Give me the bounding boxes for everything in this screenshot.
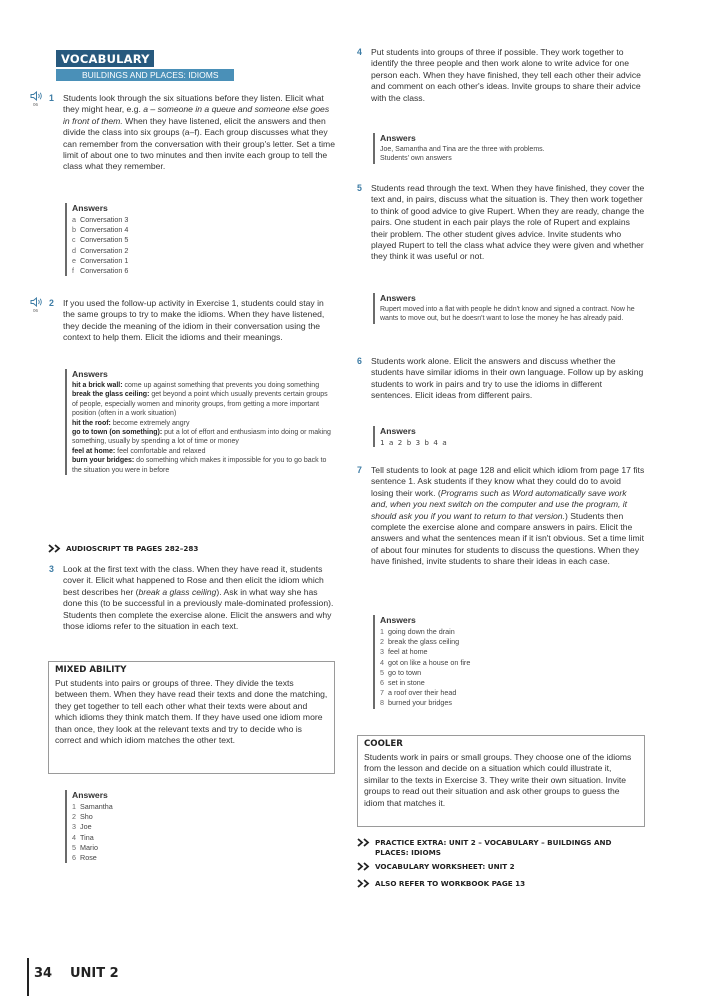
mixed-ability-text: Put students into pairs or groups of three. They divide the texts between them. When they have read their texts and done the matching, they get together to tell each other what their texts were about and which idioms they think match them. If they have used one idiom more than once, they look at the relevant texts and try to decide who is correct and which idiom matches the other text. xyxy=(55,678,328,746)
answer-key: 5 xyxy=(380,667,384,677)
answer-value: break the glass ceiling xyxy=(388,637,460,647)
answers-title: Answers xyxy=(72,369,108,379)
idiom-term: hit the roof: xyxy=(72,419,111,427)
double-chevron-icon xyxy=(48,544,62,553)
answer-item xyxy=(72,833,215,843)
answers-title: Answers xyxy=(380,133,416,143)
double-chevron-icon xyxy=(357,862,371,871)
answers-title: Answers xyxy=(380,293,416,303)
answers-list xyxy=(72,215,215,276)
answers-title: Answers xyxy=(72,203,108,213)
resource-link-label: VOCABULARY WORKSHEET: UNIT 2 xyxy=(375,862,515,871)
answer-item xyxy=(72,256,215,266)
answer-value: Conversation 4 xyxy=(80,225,129,235)
answers-list xyxy=(380,627,533,709)
answer-key: c xyxy=(72,235,76,245)
answer-item xyxy=(72,215,215,225)
answer-value: a roof over their head xyxy=(388,688,457,698)
answers-box-4 xyxy=(373,133,643,164)
exercise-number: 7 xyxy=(357,465,362,475)
mixed-ability-box xyxy=(48,661,335,774)
answer-item xyxy=(380,698,533,708)
answer-value: Sho xyxy=(80,812,93,822)
answers-title: Answers xyxy=(380,426,416,436)
answer-value: Conversation 1 xyxy=(80,255,129,265)
answer-key: 2 xyxy=(380,637,384,647)
section-header xyxy=(56,50,234,81)
exercise-5-text: Students read through the text. When they have finished, they cover the text and, in pairs, discuss what the situation is. They then work together to think of good advice to give Rupert. When they are ready, change the pairs. One student in each pair plays the role of Rupert and explains their problem. The other student gives advice. Invite students who played Rupert to tell the class what advice they were given and whether they think it was useful or not. xyxy=(371,183,645,262)
resource-link-label: PRACTICE EXTRA: UNIT 2 – VOCABULARY – BUILDINGS AND PLACES: IDIOMS xyxy=(375,838,612,857)
answer-item xyxy=(72,802,215,812)
answer-value: Rose xyxy=(80,853,97,863)
idiom-definition xyxy=(72,419,335,428)
exercise-number: 4 xyxy=(357,47,362,57)
audioscript-label: AUDIOSCRIPT TB PAGES 282–283 xyxy=(66,544,199,553)
answer-key: d xyxy=(72,245,76,255)
answers-text: Rupert moved into a flat with people he didn't know and signed a contract. Now he wants to move out, but he doesn't want to lose the money he has already paid. xyxy=(380,306,635,323)
page-number: 34 xyxy=(34,966,53,981)
answers-title: Answers xyxy=(72,790,108,800)
answer-item xyxy=(72,843,215,853)
idiom-meaning: do something which makes it impossible for you to go back to the situation you were in before xyxy=(72,457,327,474)
answer-item xyxy=(72,225,215,235)
answer-item xyxy=(380,678,533,688)
answer-item xyxy=(72,812,215,822)
resource-link[interactable] xyxy=(357,862,645,872)
answer-key: 3 xyxy=(72,822,76,832)
answer-key: 7 xyxy=(380,688,384,698)
answer-key: 5 xyxy=(72,842,76,852)
answer-value: Tina xyxy=(80,832,94,842)
unit-label: UNIT 2 xyxy=(70,966,119,981)
answer-key: 1 xyxy=(72,802,76,811)
idiom-term: break the glass ceiling: xyxy=(72,391,150,399)
audioscript-link[interactable] xyxy=(48,544,198,553)
exercise-number: 2 xyxy=(49,298,54,308)
idiom-term: burn your bridges: xyxy=(72,457,135,465)
cooler-title: COOLER xyxy=(364,739,403,749)
answer-item xyxy=(380,637,533,647)
answer-key: 1 xyxy=(380,627,384,636)
answer-item xyxy=(72,266,215,276)
resource-link[interactable] xyxy=(357,879,645,889)
answer-item xyxy=(380,688,533,698)
double-chevron-icon xyxy=(357,879,371,888)
answer-key: a xyxy=(72,215,76,224)
answer-key: b xyxy=(72,225,76,235)
idiom-definition xyxy=(72,456,335,475)
audio-icon[interactable] xyxy=(30,297,43,307)
answer-value: got on like a house on fire xyxy=(388,657,471,667)
answers-box-1 xyxy=(65,203,215,276)
answer-value: go to town xyxy=(388,667,422,677)
answers-text: 1 a 2 b 3 b 4 a xyxy=(380,438,447,447)
answers-text: Joe, Samantha and Tina are the three with problems. xyxy=(380,146,545,153)
answers-title: Answers xyxy=(380,615,416,625)
resource-link-label: ALSO REFER TO WORKBOOK PAGE 13 xyxy=(375,879,526,888)
exercise-6-text: Students work alone. Elicit the answers and discuss whether the students have similar idioms in their own language. Follow up by asking students to work in pairs and try to use the idioms in different sentences. Elicit ideas from different pairs. xyxy=(371,356,644,401)
audio-track-number: 06 xyxy=(33,102,39,107)
idiom-definition xyxy=(72,428,335,447)
section-title: VOCABULARY xyxy=(56,50,154,67)
answers-box-6 xyxy=(373,426,493,447)
idiom-meaning: become extremely angry xyxy=(110,419,190,427)
double-chevron-icon xyxy=(357,838,371,847)
answer-value: Conversation 5 xyxy=(80,235,129,245)
answer-item xyxy=(72,246,215,256)
footer-divider xyxy=(27,958,29,996)
cooler-text: Students work in pairs or small groups. They choose one of the idioms from the lesson and decide on a situation which could illustrate it, similar to the texts in Exercise 3. They write their own situation. Invite groups to read out their situation and ask other groups to guess the idiom that matches it. xyxy=(364,752,632,808)
answers-text: Students' own answers xyxy=(380,155,452,163)
idiom-meaning: get beyond a point which usually prevents certain groups of people, especially women and minority groups, from getting a more important position (often in a work situation) xyxy=(72,391,328,418)
answer-value: feel at home xyxy=(388,647,428,657)
exercise-number: 1 xyxy=(49,93,54,103)
exercise-4-text: Put students into groups of three if possible. They work together to identify the three people and then work alone to write advice for one person each. When they have finished, they tell each other their advice and comment on each other's ideas. Invite groups to share their advice with the class. xyxy=(371,47,641,103)
answer-value: Conversation 2 xyxy=(80,245,129,255)
idiom-definition xyxy=(72,381,335,390)
idiom-definition xyxy=(72,447,335,456)
answer-key: f xyxy=(72,266,74,276)
idiom-meaning: put a lot of effort and enthusiasm into doing or making something, usually by spending a lot of time or money xyxy=(72,429,331,446)
answers-box-2 xyxy=(65,369,335,475)
answer-value: Samantha xyxy=(80,802,113,811)
answer-key: 4 xyxy=(380,657,384,667)
answer-value: going down the drain xyxy=(388,627,455,636)
answer-key: e xyxy=(72,255,76,265)
answer-key: 3 xyxy=(380,647,384,657)
answer-value: Mario xyxy=(80,842,98,852)
answer-key: 6 xyxy=(72,853,76,863)
exercise-2-text: If you used the follow-up activity in Exercise 1, students could stay in the same groups to try to make the idioms. When they have listened, they decide the meaning of the idiom in their conversation using the context to help them. Elicit the idioms and their meanings. xyxy=(63,298,325,343)
answer-key: 2 xyxy=(72,812,76,822)
answer-item xyxy=(380,668,533,678)
answer-item xyxy=(72,235,215,245)
answer-key: 4 xyxy=(72,832,76,842)
audio-track-number: 06 xyxy=(33,308,39,313)
idiom-definition xyxy=(72,390,335,418)
cooler-box xyxy=(357,735,645,827)
exercise-number: 3 xyxy=(49,564,54,574)
answer-item xyxy=(380,658,533,668)
exercise-3-text: Look at the first text with the class. When they have read it, students cover it. Elicit what happened to Rose and then elicit the idiom which best describes her (break a glass ceiling). Ask in what way she has done this (to be successful in a previously male-dominated profession). Students then complete the exercise alone. Elicit the answers and why those idioms refer to the situation in each text. xyxy=(63,564,334,632)
idiom-term: hit a brick wall: xyxy=(72,382,123,389)
resource-link[interactable] xyxy=(357,838,645,857)
answers-box-5 xyxy=(373,293,643,324)
section-subtitle: BUILDINGS AND PLACES: IDIOMS xyxy=(56,69,234,81)
answer-item xyxy=(380,627,533,637)
answers-list xyxy=(72,802,215,863)
audio-icon[interactable] xyxy=(30,91,43,101)
answer-value: Conversation 3 xyxy=(80,215,129,224)
answer-key: 8 xyxy=(380,698,384,708)
answer-key: 6 xyxy=(380,678,384,688)
answer-item xyxy=(72,853,215,863)
answer-value: set in stone xyxy=(388,678,425,688)
exercise-7-text: Tell students to look at page 128 and elicit which idiom from page 17 fits sentence 1. Ask students if they know what they could do to avoid losing their work. (Programs such as Word automatically save work and, when you next switch on the computer and use the program, it should ask you if you want to return to that version.) Students then complete the exercise alone and compare answers in pairs. Elicit the answers and what the sentences mean if it isn't obvious. Set a time limit of about four minutes for students to discuss the questions. When they have finished, invite students to share their ideas in each case. xyxy=(371,465,645,567)
mixed-ability-title: MIXED ABILITY xyxy=(55,665,127,675)
answer-value: Joe xyxy=(80,822,92,832)
idiom-meaning: feel comfortable and relaxed xyxy=(115,447,206,455)
idiom-meaning: come up against something that prevents you doing something xyxy=(122,382,320,389)
answers-box-7 xyxy=(373,615,533,709)
answer-value: burned your bridges xyxy=(388,698,452,708)
idiom-term: feel at home: xyxy=(72,447,116,455)
exercise-1-text: Students look through the six situations before they listen. Elicit what they might hear, e.g. a – someone in a queue and someone else goes in front of them. When they have listened, elicit the answers and then divide the class into six groups (a–f). Each group discusses what they can remember from the conversation with their group's letter. Set a time limit of about one to two minutes and then invite each group to tell the class what they remember. xyxy=(63,93,335,172)
idiom-definitions xyxy=(72,381,335,475)
idiom-term: go to town (on something): xyxy=(72,429,163,437)
answer-item xyxy=(72,822,215,832)
answers-box-3 xyxy=(65,790,215,863)
exercise-number: 6 xyxy=(357,356,362,366)
exercise-number: 5 xyxy=(357,183,362,193)
answer-item xyxy=(380,647,533,657)
answer-value: Conversation 6 xyxy=(80,266,129,276)
